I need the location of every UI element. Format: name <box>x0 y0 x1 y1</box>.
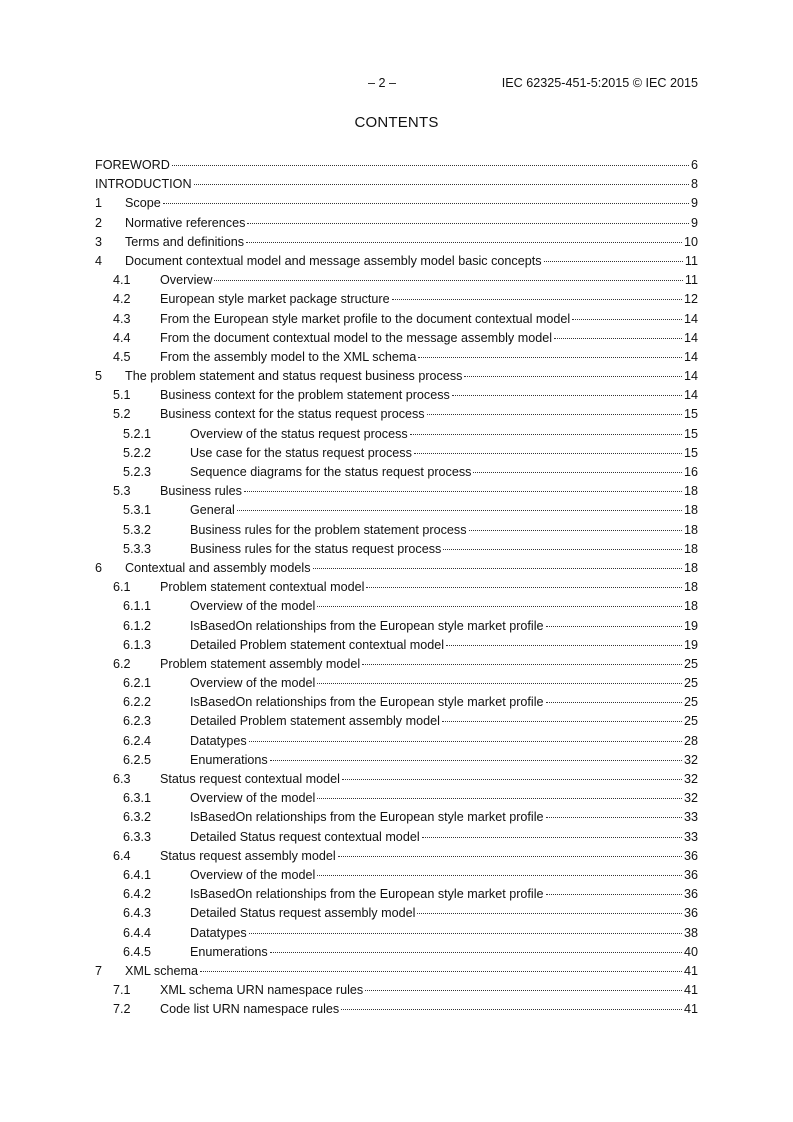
toc-entry-number: 5 <box>95 369 103 384</box>
toc-entry-title: Overview of the model <box>190 867 316 882</box>
toc-entry[interactable] <box>95 1000 698 1019</box>
toc-entry-title: Business rules <box>160 484 242 499</box>
toc-entry[interactable] <box>95 194 698 213</box>
toc-entry[interactable] <box>95 348 698 367</box>
toc-entry-number: 6.2.2 <box>123 695 152 710</box>
toc-entry[interactable] <box>95 540 698 559</box>
toc-entry[interactable] <box>95 636 698 655</box>
toc-entry[interactable] <box>95 732 698 751</box>
toc-entry-number: 4.4 <box>113 330 131 345</box>
toc-entry-page: 19 <box>683 637 698 652</box>
toc-entry-page: 32 <box>683 791 698 806</box>
toc-entry-page: 6 <box>690 158 698 172</box>
toc-entry-page: 18 <box>683 580 698 595</box>
toc-dot-leader <box>366 586 682 588</box>
toc-entry-number: 6.2.5 <box>123 752 152 767</box>
toc-entry-number: 7.1 <box>113 983 131 998</box>
toc-entry-page: 40 <box>683 944 698 959</box>
toc-entry-page: 18 <box>683 599 698 614</box>
toc-entry-number: 7.2 <box>113 1002 131 1017</box>
toc-entry-number: 1 <box>95 196 103 211</box>
toc-dot-leader <box>572 318 682 320</box>
toc-entry[interactable] <box>95 655 698 674</box>
toc-entry-page: 25 <box>683 695 698 710</box>
toc-entry-page: 15 <box>683 407 698 422</box>
toc-entry-number: 6.4.3 <box>123 906 152 921</box>
toc-entry[interactable] <box>95 271 698 290</box>
toc-entry-title: European style market package structure <box>160 292 390 307</box>
toc-entry-title: XML schema <box>125 963 199 978</box>
toc-entry-page: 41 <box>683 983 698 998</box>
toc-entry-page: 15 <box>683 445 698 460</box>
toc-entry-page: 33 <box>683 810 698 825</box>
toc-dot-leader <box>194 183 689 185</box>
toc-dot-leader <box>172 164 689 166</box>
page-number: – 2 – <box>368 76 397 90</box>
toc-entry-number: 6.1.1 <box>123 599 152 614</box>
toc-dot-leader <box>446 644 682 646</box>
toc-entry[interactable] <box>95 751 698 770</box>
toc-dot-leader <box>270 759 682 761</box>
toc-entry-number: 6.2.1 <box>123 676 152 691</box>
toc-entry-page: 38 <box>683 925 698 940</box>
toc-entry-page: 12 <box>683 292 698 307</box>
toc-dot-leader <box>392 298 682 300</box>
toc-entry[interactable] <box>95 866 698 885</box>
toc-entry-page: 41 <box>683 1002 698 1017</box>
toc-entry[interactable] <box>95 329 698 348</box>
toc-entry-title: Detailed Problem statement assembly model <box>190 714 440 729</box>
toc-entry-title: Status request contextual model <box>160 772 340 786</box>
toc-dot-leader <box>443 548 682 550</box>
toc-entry-page: 36 <box>683 848 698 863</box>
toc-entry-title: Detailed Status request assembly model <box>190 906 416 921</box>
toc-entry-title: Use case for the status request process <box>190 445 412 460</box>
toc-entry[interactable] <box>95 252 698 271</box>
toc-dot-leader <box>418 356 682 358</box>
toc-entry-page: 14 <box>683 311 698 326</box>
standard-reference: IEC 62325-451-5:2015 © IEC 2015 <box>501 76 698 90</box>
toc-entry-title: IsBasedOn relationships from the European style market profile <box>190 695 544 710</box>
toc-entry-title: Datatypes <box>190 733 247 748</box>
toc-dot-leader <box>469 529 682 531</box>
page-header <box>0 76 793 94</box>
toc-dot-leader <box>249 740 682 742</box>
toc-entry-page: 8 <box>690 177 698 192</box>
toc-dot-leader <box>546 893 682 895</box>
toc-entry[interactable] <box>95 789 698 808</box>
toc-dot-leader <box>427 413 682 415</box>
toc-dot-leader <box>270 951 682 953</box>
toc-entry-number: 5.3.1 <box>123 503 152 518</box>
toc-dot-leader <box>546 625 682 627</box>
toc-entry[interactable] <box>95 770 698 789</box>
toc-entry-page: 36 <box>683 906 698 921</box>
toc-entry-title: From the assembly model to the XML schema <box>160 349 417 364</box>
toc-entry-title: General <box>190 503 235 518</box>
toc-dot-leader <box>317 682 682 684</box>
toc-entry-page: 36 <box>683 867 698 882</box>
toc-entry[interactable] <box>95 367 698 386</box>
toc-entry-number: 6.4.2 <box>123 887 152 902</box>
table-of-contents <box>95 156 698 1019</box>
toc-dot-leader <box>365 989 682 991</box>
toc-dot-leader <box>362 663 682 665</box>
toc-dot-leader <box>452 394 682 396</box>
toc-entry-number: 5.3.2 <box>123 522 152 537</box>
toc-entry[interactable] <box>95 904 698 923</box>
toc-entry[interactable] <box>95 425 698 444</box>
toc-entry-number: 5.2.3 <box>123 465 152 479</box>
toc-entry-page: 15 <box>683 426 698 441</box>
toc-entry[interactable] <box>95 617 698 636</box>
toc-dot-leader <box>163 202 689 204</box>
toc-entry-title: Business context for the status request process <box>160 407 425 422</box>
toc-entry-number: 6.2.3 <box>123 714 152 729</box>
toc-entry-page: 25 <box>683 656 698 671</box>
toc-entry-title: Business rules for the status request process <box>190 541 442 556</box>
toc-entry-number: 6.4.4 <box>123 925 152 940</box>
toc-dot-leader <box>214 279 682 281</box>
toc-entry-number: 5.1 <box>113 388 131 403</box>
toc-entry-number: 6.2 <box>113 656 131 671</box>
toc-entry[interactable] <box>95 405 698 424</box>
toc-entry[interactable] <box>95 674 698 693</box>
toc-dot-leader <box>200 970 682 972</box>
toc-entry[interactable] <box>95 290 698 309</box>
toc-entry-page: 16 <box>683 465 698 479</box>
toc-entry[interactable] <box>95 597 698 616</box>
toc-entry-title: Sequence diagrams for the status request process <box>190 465 472 479</box>
toc-entry[interactable] <box>95 885 698 904</box>
toc-dot-leader <box>546 701 682 703</box>
toc-entry-title: Document contextual model and message assembly model basic concepts <box>125 253 542 268</box>
toc-entry-title: FOREWORD <box>95 158 170 172</box>
toc-entry-title: Enumerations <box>190 944 268 959</box>
toc-entry[interactable] <box>95 310 698 329</box>
toc-dot-leader <box>338 855 682 857</box>
toc-dot-leader <box>417 912 682 914</box>
toc-entry-page: 36 <box>683 887 698 902</box>
toc-entry-title: Problem statement assembly model <box>160 656 361 671</box>
toc-entry-number: 4.1 <box>113 273 131 288</box>
toc-entry-number: 5.3.3 <box>123 541 152 556</box>
toc-entry-title: From the European style market profile to the document contextual model <box>160 311 571 326</box>
toc-entry[interactable] <box>95 943 698 962</box>
toc-entry-number: 5.3 <box>113 484 131 499</box>
toc-entry-number: 6.1 <box>113 580 131 595</box>
toc-entry[interactable] <box>95 386 698 405</box>
toc-entry-page: 14 <box>683 349 698 364</box>
toc-entry-page: 18 <box>683 560 698 575</box>
toc-dot-leader <box>464 375 682 377</box>
toc-dot-leader <box>422 836 682 838</box>
toc-dot-leader <box>341 1008 682 1010</box>
toc-dot-leader <box>237 509 682 511</box>
toc-dot-leader <box>414 452 682 454</box>
toc-entry-title: Business context for the problem statement process <box>160 388 450 403</box>
toc-entry-title: Detailed Status request contextual model <box>190 829 420 844</box>
toc-entry[interactable] <box>95 962 698 981</box>
toc-entry-title: Detailed Problem statement contextual model <box>190 637 445 652</box>
toc-dot-leader <box>544 260 683 262</box>
toc-entry-page: 32 <box>683 772 698 786</box>
toc-entry[interactable] <box>95 233 698 252</box>
toc-entry-title: Normative references <box>125 215 246 230</box>
toc-entry[interactable] <box>95 578 698 597</box>
toc-entry-title: The problem statement and status request business process <box>125 369 463 384</box>
toc-entry-number: 6.1.3 <box>123 637 152 652</box>
toc-entry[interactable] <box>95 981 698 1000</box>
toc-dot-leader <box>249 932 682 934</box>
toc-entry-number: 3 <box>95 234 103 249</box>
toc-entry-page: 25 <box>683 676 698 691</box>
toc-entry[interactable] <box>95 693 698 712</box>
toc-dot-leader <box>546 816 682 818</box>
toc-dot-leader <box>246 241 682 243</box>
toc-entry-title: Business rules for the problem statement process <box>190 522 467 537</box>
toc-entry-number: 6.3.3 <box>123 829 152 844</box>
toc-entry-page: 14 <box>683 388 698 403</box>
toc-entry-title: IsBasedOn relationships from the European style market profile <box>190 618 544 633</box>
toc-entry[interactable] <box>95 214 698 233</box>
toc-entry-title: Datatypes <box>190 925 247 940</box>
toc-entry-page: 28 <box>683 733 698 748</box>
toc-entry-page: 33 <box>683 829 698 844</box>
toc-entry-number: 6.2.4 <box>123 733 152 748</box>
toc-entry[interactable] <box>95 924 698 943</box>
toc-dot-leader <box>410 433 682 435</box>
toc-entry[interactable] <box>95 521 698 540</box>
toc-dot-leader <box>554 337 682 339</box>
toc-dot-leader <box>317 874 682 876</box>
toc-entry[interactable] <box>95 828 698 847</box>
toc-entry-number: 2 <box>95 215 103 230</box>
toc-entry-page: 11 <box>684 253 698 268</box>
toc-dot-leader <box>317 605 682 607</box>
toc-entry-number: 4.3 <box>113 311 131 326</box>
toc-entry[interactable] <box>95 463 698 482</box>
toc-dot-leader <box>247 222 689 224</box>
toc-entry-number: 4.2 <box>113 292 131 307</box>
toc-entry-number: 6 <box>95 560 103 575</box>
toc-entry-number: 6.4.5 <box>123 944 152 959</box>
toc-entry-number: 5.2.2 <box>123 445 152 460</box>
toc-entry-number: 5.2 <box>113 407 131 422</box>
toc-entry-number: 7 <box>95 963 103 978</box>
toc-entry-page: 41 <box>683 963 698 978</box>
toc-entry-title: IsBasedOn relationships from the European style market profile <box>190 810 544 825</box>
toc-entry-number: 4 <box>95 253 103 268</box>
toc-entry-page: 19 <box>683 618 698 633</box>
toc-entry-title: Scope <box>125 196 161 211</box>
toc-entry-number: 6.3 <box>113 772 131 786</box>
toc-entry-page: 14 <box>683 369 698 384</box>
toc-entry-page: 11 <box>684 273 698 288</box>
toc-entry-page: 32 <box>683 752 698 767</box>
toc-entry-title: Problem statement contextual model <box>160 580 365 595</box>
toc-entry-number: 6.1.2 <box>123 618 152 633</box>
toc-entry-number: 6.3.2 <box>123 810 152 825</box>
page-title: CONTENTS <box>354 114 439 131</box>
toc-entry-number: 6.3.1 <box>123 791 152 806</box>
toc-dot-leader <box>342 778 682 780</box>
toc-entry-title: XML schema URN namespace rules <box>160 983 364 998</box>
toc-entry[interactable] <box>95 501 698 520</box>
toc-entry[interactable] <box>95 482 698 501</box>
toc-entry-page: 9 <box>690 215 698 230</box>
toc-entry-title: Overview of the model <box>190 599 316 614</box>
toc-entry-page: 14 <box>683 330 698 345</box>
toc-entry[interactable] <box>95 847 698 866</box>
toc-entry-number: 4.5 <box>113 349 131 364</box>
toc-entry-page: 18 <box>683 484 698 499</box>
toc-entry-title: Enumerations <box>190 752 268 767</box>
toc-entry-title: Overview of the status request process <box>190 426 408 441</box>
toc-entry[interactable] <box>95 559 698 578</box>
toc-entry-number: 6.4.1 <box>123 867 152 882</box>
toc-entry[interactable] <box>95 712 698 731</box>
toc-entry-title: Terms and definitions <box>125 234 245 249</box>
toc-entry-title: Overview of the model <box>190 791 316 806</box>
toc-entry-page: 10 <box>683 234 698 249</box>
toc-entry-title: IsBasedOn relationships from the European style market profile <box>190 887 544 902</box>
toc-entry-number: 6.4 <box>113 848 131 863</box>
toc-entry-number: 5.2.1 <box>123 426 152 441</box>
toc-dot-leader <box>313 567 682 569</box>
toc-entry-title: Overview <box>160 273 213 288</box>
toc-entry[interactable] <box>95 808 698 827</box>
toc-entry[interactable] <box>95 156 698 175</box>
toc-dot-leader <box>473 471 682 473</box>
toc-entry-page: 18 <box>683 503 698 518</box>
toc-entry-page: 18 <box>683 541 698 556</box>
toc-entry-title: Contextual and assembly models <box>125 560 311 575</box>
toc-dot-leader <box>442 720 682 722</box>
toc-entry-page: 18 <box>683 522 698 537</box>
toc-dot-leader <box>317 797 682 799</box>
toc-dot-leader <box>244 490 682 492</box>
toc-entry-title: Code list URN namespace rules <box>160 1002 340 1017</box>
toc-entry[interactable] <box>95 175 698 194</box>
toc-entry-page: 25 <box>683 714 698 729</box>
toc-entry-title: From the document contextual model to the message assembly model <box>160 330 552 345</box>
toc-entry[interactable] <box>95 444 698 463</box>
toc-entry-title: INTRODUCTION <box>95 177 192 192</box>
toc-entry-title: Status request assembly model <box>160 848 336 863</box>
toc-entry-page: 9 <box>690 196 698 211</box>
toc-entry-title: Overview of the model <box>190 676 316 691</box>
